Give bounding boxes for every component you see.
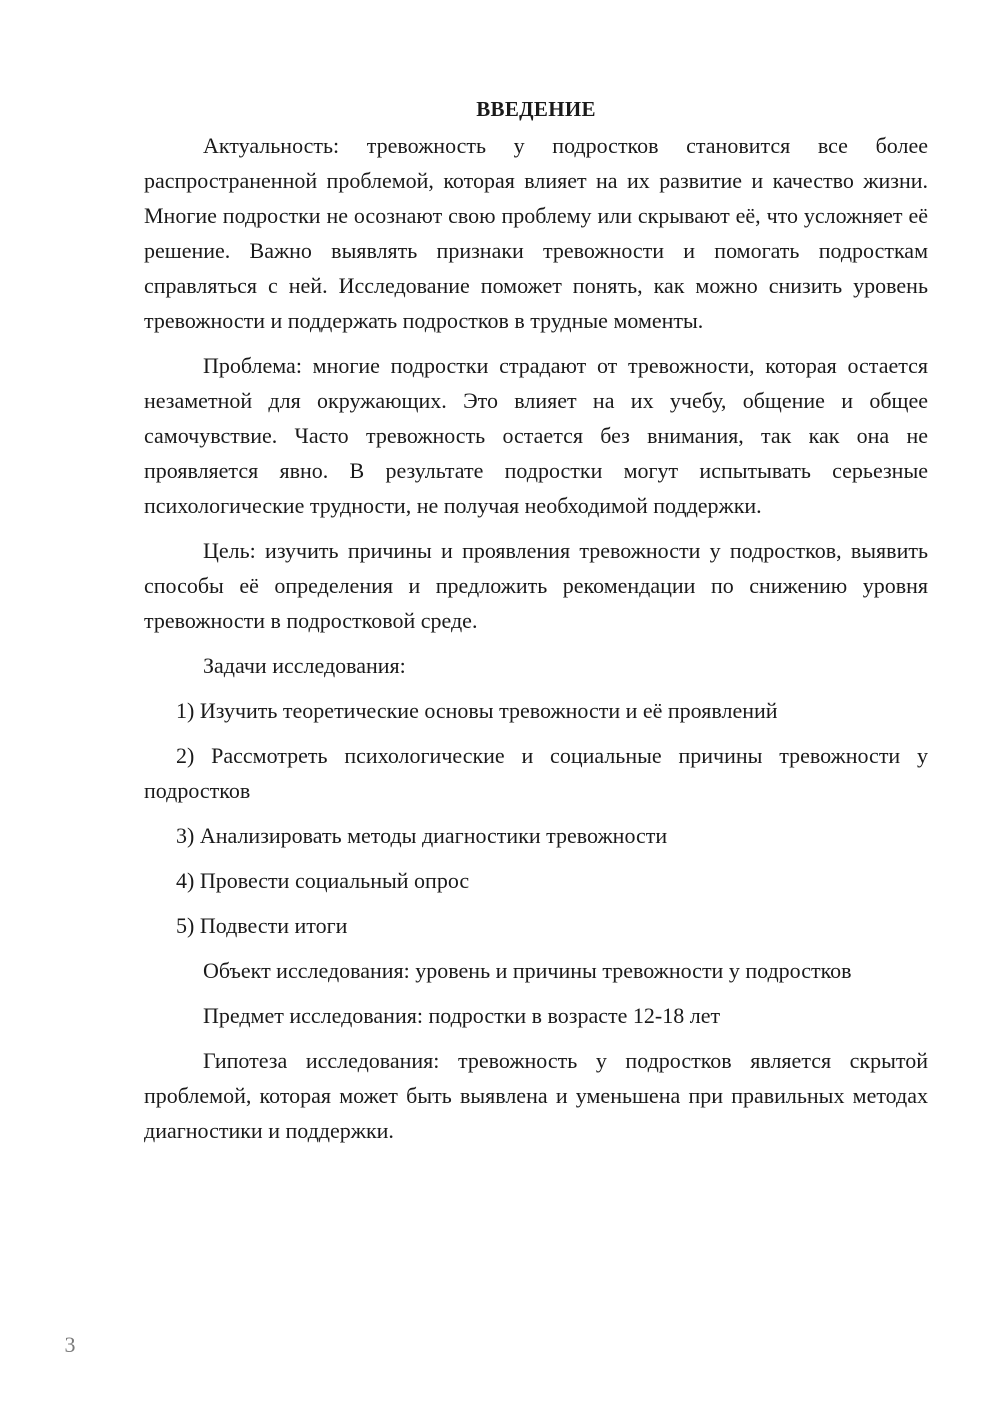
page-number bbox=[64, 1330, 1000, 1360]
list-item-task-2: 2) Рассмотреть психологические и социальные причины тревожности у подростков bbox=[144, 743, 928, 803]
section-heading: ВВЕДЕНИЕ bbox=[476, 97, 596, 121]
paragraph-goal: Цель: изучить причины и проявления тревожности у подростков, выявить способы её определения и предложить рекомендации по снижению уровня тревожности в подростковой среде. bbox=[144, 538, 928, 633]
paragraph-relevance: Актуальность: тревожность у подростков становится все более распространенной проблемой, которая влияет на их развитие и качество жизни. Многие подростки не осознают свою проблему или скрывают её, что усложняет её решение. Важно выявлять признаки тревожности и помогать подросткам справляться с ней. Исследование поможет понять, как можно снизить уровень тревожности и поддержать подростков в трудные моменты. bbox=[144, 133, 928, 333]
paragraph-hypothesis: Гипотеза исследования: тревожность у подростков является скрытой проблемой, которая может быть выявлена и уменьшена при правильных методах диагностики и поддержки. bbox=[144, 1048, 928, 1143]
paragraph-subject: Предмет исследования: подростки в возрасте 12-18 лет bbox=[203, 1003, 721, 1028]
page-number-label: 3 bbox=[64, 1332, 76, 1357]
tasks-heading: Задачи исследования: bbox=[203, 653, 406, 678]
list-item-task-1: 1) Изучить теоретические основы тревожности и её проявлений bbox=[176, 698, 778, 723]
paragraph-problem: Проблема: многие подростки страдают от тревожности, которая остается незаметной для окружающих. Это влияет на их учебу, общение и общее самочувствие. Часто тревожность остается без внимания, так как она не проявляется явно. В результате подростки могут испытывать серьезные психологические трудности, не получая необходимой поддержки. bbox=[144, 353, 928, 518]
paragraph-object: Объект исследования: уровень и причины тревожности у подростков bbox=[203, 958, 852, 983]
list-item-task-3: 3) Анализировать методы диагностики тревожности bbox=[176, 823, 668, 848]
page-content bbox=[144, 92, 928, 1158]
list-item-task-4: 4) Провести социальный опрос bbox=[176, 868, 470, 893]
list-item-task-5: 5) Подвести итоги bbox=[176, 913, 348, 938]
